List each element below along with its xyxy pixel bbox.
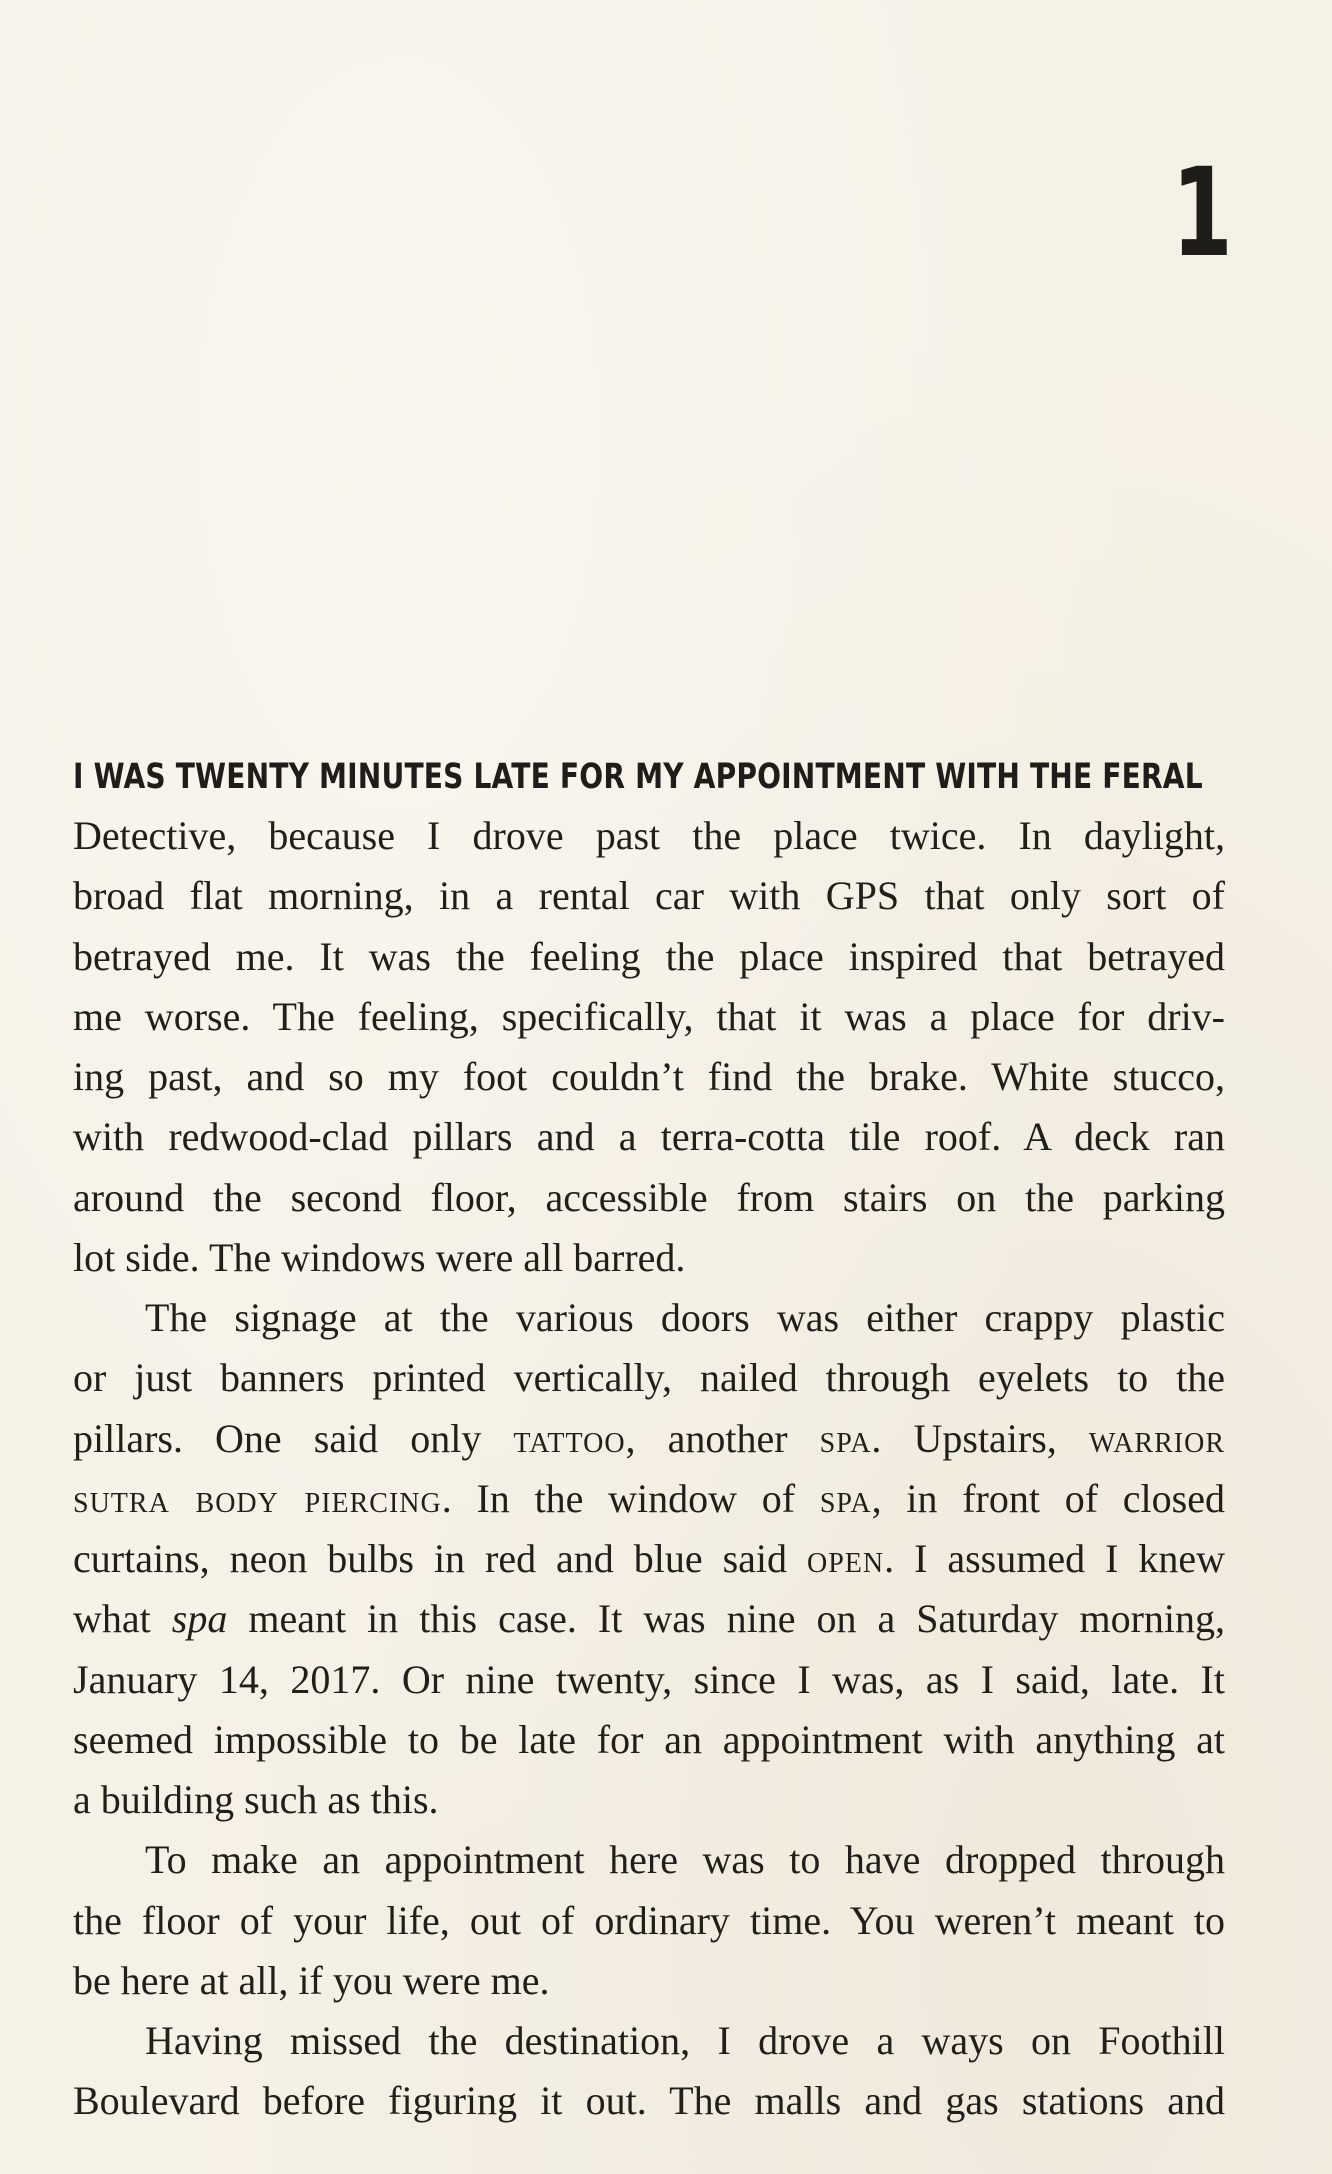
text-segment: pillars. One said only [73, 1415, 514, 1461]
text-line: Detective, because I drove past the place twice. In daylight, [73, 813, 1225, 858]
small-caps-sign-sutra: sutra body piercing [73, 1475, 442, 1521]
small-caps-sign-open: open [806, 1536, 885, 1581]
paragraph-2 [73, 1288, 1225, 1830]
text-line: The signage at the various doors was either crappy plastic [145, 1295, 1225, 1340]
chapter-text [73, 748, 1225, 2132]
text-line: To make an appointment here was to have dropped through [145, 1837, 1225, 1883]
text-segment: . I assumed I knew [884, 1536, 1225, 1581]
small-caps-sign-warrior: warrior [1088, 1415, 1225, 1461]
text-line: January 14, 2017. Or nine twenty, since I was, as I said, late. It [73, 1656, 1225, 1702]
paragraph-3 [73, 1830, 1225, 2011]
text-segment: what [73, 1596, 172, 1642]
text-segment: . In the window of [441, 1475, 820, 1521]
italic-word-spa: spa [171, 1596, 228, 1642]
small-caps-sign-spa: spa [819, 1475, 872, 1521]
text-segment: . Upstairs, [871, 1415, 1089, 1461]
chapter-number: 1 [1171, 142, 1230, 284]
text-line [73, 1529, 1225, 1589]
text-line: Boulevard before figuring it out. The malls and gas stations and [73, 2078, 1225, 2124]
paragraph-1 [73, 806, 1225, 1288]
text-line [73, 1409, 1225, 1469]
text-line: or just banners printed vertically, nailed through eyelets to the [73, 1355, 1225, 1401]
text-line: broad flat morning, in a rental car with GPS that only sort of [73, 873, 1225, 919]
chapter-opening-caps: I WAS TWENTY MINUTES LATE FOR MY APPOINTMENT WITH THE FERAL [73, 757, 1203, 797]
text-segment: meant in this case. It was nine on a Saturday morning, [227, 1596, 1225, 1642]
text-line: with redwood-clad pillars and a terra-cotta tile roof. A deck ran [73, 1114, 1225, 1160]
small-caps-sign-tattoo: tattoo [513, 1415, 626, 1461]
paragraph-4 [73, 2011, 1225, 2132]
small-caps-sign-spa: spa [819, 1415, 872, 1461]
text-line: lot side. The windows were all barred. [73, 1234, 686, 1280]
text-line: be here at all, if you were me. [73, 1957, 550, 2003]
text-line: a building such as this. [73, 1777, 439, 1822]
text-line: betrayed me. It was the feeling the place inspired that betrayed [73, 933, 1225, 979]
text-segment: , in front of closed [871, 1475, 1225, 1521]
text-line [73, 1589, 1225, 1649]
text-line: the floor of your life, out of ordinary time. You weren’t meant to [73, 1897, 1225, 1943]
text-segment: , another [625, 1415, 820, 1461]
text-segment: curtains, neon bulbs in red and blue said [73, 1536, 807, 1581]
text-line [73, 1469, 1225, 1529]
text-line: Having missed the destination, I drove a ways on Foothill [145, 2018, 1225, 2063]
text-line: seemed impossible to be late for an appointment with anything at [73, 1716, 1225, 1762]
text-line: ing past, and so my foot couldn’t find the brake. White stucco, [73, 1054, 1225, 1099]
text-line: me worse. The feeling, specifically, that it was a place for driv- [73, 993, 1225, 1039]
text-line: around the second floor, accessible from stairs on the parking [73, 1174, 1225, 1220]
